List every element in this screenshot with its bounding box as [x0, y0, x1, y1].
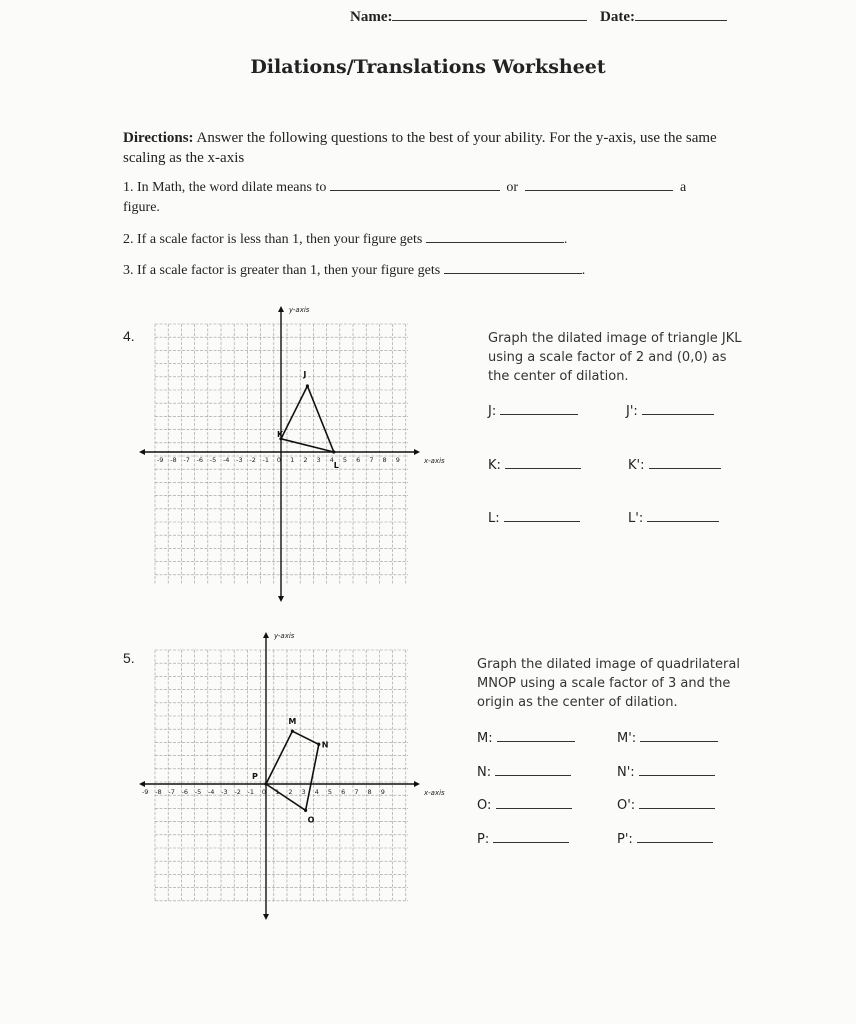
x-tick-label: -2 — [234, 788, 241, 796]
q2-text: 2. If a scale factor is less than 1, then your figure gets — [123, 232, 423, 247]
p5-label-p-prime: P': — [617, 832, 633, 847]
vertex-l — [332, 450, 335, 453]
x-tick-label: -8 — [155, 788, 162, 796]
y-axis-arrow-up — [278, 306, 284, 312]
x-tick-label: -9 — [141, 788, 149, 796]
p5-label-o: O: — [477, 798, 492, 813]
p5-blank-n[interactable] — [495, 763, 571, 776]
x-axis-label: x-axis — [424, 457, 445, 465]
x-axis-arrow-right — [414, 449, 420, 455]
p5-blank-m[interactable] — [497, 729, 575, 742]
x-tick-label: 6 — [341, 788, 346, 796]
p4-blank-j-prime[interactable] — [642, 402, 714, 415]
x-axis-arrow-right — [414, 781, 420, 787]
p5-blank-p[interactable] — [493, 830, 569, 843]
date-field[interactable] — [600, 8, 727, 26]
name-field[interactable] — [350, 8, 587, 26]
x-axis-arrow-left — [139, 449, 145, 455]
question-1 — [123, 178, 733, 218]
p4-answer-l — [488, 509, 580, 526]
p4-label-k: K: — [488, 458, 501, 473]
directions-label: Directions: — [123, 130, 194, 146]
x-tick-label: 7 — [369, 456, 374, 464]
x-tick-label: 8 — [367, 788, 372, 796]
x-tick-label: -1 — [247, 788, 255, 796]
x-tick-label: -3 — [221, 788, 228, 796]
x-tick-label: -6 — [181, 788, 189, 796]
problem-5-number: 5. — [123, 650, 135, 666]
p5-label-m-prime: M': — [617, 731, 637, 746]
x-tick-label: -9 — [156, 456, 164, 464]
p4-answer-j — [488, 402, 578, 419]
problem-4-number: 4. — [123, 328, 135, 344]
x-tick-label: -6 — [196, 456, 204, 464]
q3-blank[interactable] — [444, 261, 582, 274]
vertex-o — [304, 809, 307, 812]
x-tick-label: 0 — [276, 456, 282, 464]
q1-blank-1[interactable] — [330, 178, 500, 191]
vertex-label-j: J — [303, 370, 307, 379]
vertex-label-p: P — [252, 772, 258, 781]
vertex-label-l: L — [333, 461, 339, 470]
q2-blank[interactable] — [426, 230, 564, 243]
directions-text: Answer the following questions to the best of your ability. For the y-axis, use the same scaling as the x-axis — [123, 130, 717, 166]
vertex-label-m: M — [288, 717, 297, 727]
p5-blank-n-prime[interactable] — [639, 763, 715, 776]
p5-answer-p-prime — [617, 830, 713, 847]
name-blank[interactable] — [392, 8, 587, 21]
x-tick-label: 3 — [301, 788, 306, 796]
p5-blank-o-prime[interactable] — [639, 796, 715, 809]
p5-answer-n-prime — [617, 763, 715, 780]
q3-after: . — [581, 263, 586, 278]
q1-text: 1. In Math, the word dilate means to — [123, 180, 327, 195]
p4-answer-l-prime — [628, 509, 719, 526]
vertex-label-o: O — [307, 815, 315, 825]
vertex-m — [291, 730, 294, 733]
x-tick-label: -2 — [249, 456, 256, 464]
date-blank[interactable] — [635, 8, 727, 21]
p5-label-n-prime: N': — [617, 765, 635, 780]
x-tick-label: 2 — [288, 788, 293, 796]
p4-answer-k — [488, 456, 581, 473]
p4-blank-k-prime[interactable] — [649, 456, 721, 469]
p5-answer-n — [477, 763, 571, 780]
p4-label-l: L: — [488, 511, 500, 526]
p4-label-j: J: — [488, 404, 497, 419]
name-label: Name: — [350, 9, 393, 25]
vertex-label-k: K — [277, 429, 284, 439]
p4-blank-j[interactable] — [500, 402, 578, 415]
p4-answer-j-prime — [626, 402, 714, 419]
x-axis-label: x-axis — [424, 789, 445, 797]
x-tick-label: -5 — [194, 788, 202, 796]
shape-polygon — [281, 386, 334, 452]
p5-answer-o-prime — [617, 796, 715, 813]
p4-answer-k-prime — [628, 456, 721, 473]
q1-or: or — [506, 180, 519, 195]
q1-blank-2[interactable] — [525, 178, 673, 191]
x-axis-arrow-left — [139, 781, 145, 787]
vertex-n — [317, 743, 320, 746]
grid-lines — [155, 650, 408, 902]
y-axis-label: y-axis — [289, 306, 310, 314]
x-tick-label: 9 — [395, 456, 400, 464]
x-tick-label: 1 — [275, 788, 280, 796]
x-tick-label: 8 — [382, 456, 387, 464]
p5-label-n: N: — [477, 765, 492, 780]
vertex-label-n: N — [321, 740, 329, 750]
q3-text: 3. If a scale factor is greater than 1, then your figure gets — [123, 263, 441, 278]
y-axis-arrow-down — [263, 914, 269, 920]
x-tick-label: -4 — [207, 788, 215, 796]
p5-answer-m-prime — [617, 729, 718, 746]
graph-problem-4[interactable] — [140, 306, 445, 602]
vertex-p — [264, 782, 267, 785]
p5-blank-o[interactable] — [496, 796, 572, 809]
p4-label-k-prime: K': — [628, 458, 645, 473]
p5-answer-p — [477, 830, 569, 847]
p4-blank-l-prime[interactable] — [647, 509, 719, 522]
x-tick-label: 3 — [316, 456, 321, 464]
problem-4-instruction: Graph the dilated image of triangle JKL using a scale factor of 2 and (0,0) as the center of dilation. — [488, 331, 742, 384]
p4-label-j-prime: J': — [626, 404, 638, 419]
x-tick-label: 7 — [354, 788, 359, 796]
p5-label-m: M: — [477, 731, 493, 746]
x-tick-label: 1 — [290, 456, 295, 464]
date-label: Date: — [600, 9, 635, 25]
p5-label-o-prime: O': — [617, 798, 636, 813]
vertex-j — [306, 384, 309, 387]
p5-label-p: P: — [477, 832, 490, 847]
graph-problem-5[interactable] — [140, 632, 445, 918]
x-tick-label: 4 — [329, 456, 334, 464]
question-3 — [123, 261, 733, 281]
x-tick-label: 5 — [342, 456, 348, 464]
x-tick-label: -7 — [168, 788, 175, 796]
q2-after: . — [563, 232, 568, 247]
question-2 — [123, 230, 733, 250]
x-tick-label: -4 — [222, 456, 230, 464]
p4-label-l-prime: L': — [628, 511, 644, 526]
y-axis-arrow-up — [263, 632, 269, 638]
x-tick-label: -1 — [262, 456, 270, 464]
x-tick-label: -5 — [209, 456, 217, 464]
p4-blank-k[interactable] — [505, 456, 581, 469]
directions — [123, 128, 723, 168]
x-tick-label: 6 — [356, 456, 361, 464]
problem-5-instruction: Graph the dilated image of quadrilateral MNOP using a scale factor of 3 and the origin as the center of dilation. — [477, 657, 740, 710]
x-tick-label: -3 — [236, 456, 243, 464]
y-axis-label: y-axis — [274, 632, 295, 640]
x-tick-label: 9 — [380, 788, 385, 796]
x-tick-label: 2 — [303, 456, 308, 464]
p5-answer-o — [477, 796, 572, 813]
x-tick-label: 4 — [314, 788, 319, 796]
p5-blank-m-prime[interactable] — [640, 729, 718, 742]
p5-blank-p-prime[interactable] — [637, 830, 713, 843]
x-tick-label: 0 — [261, 788, 267, 796]
x-tick-label: 5 — [327, 788, 333, 796]
page-title: Dilations/Translations Worksheet — [250, 56, 606, 78]
y-axis-arrow-down — [278, 596, 284, 602]
q1-tail: figure. — [123, 200, 160, 215]
q1-after: a — [680, 180, 687, 195]
p5-answer-m — [477, 729, 575, 746]
x-tick-label: -7 — [183, 456, 190, 464]
p4-blank-l[interactable] — [504, 509, 580, 522]
x-tick-label: -8 — [170, 456, 177, 464]
